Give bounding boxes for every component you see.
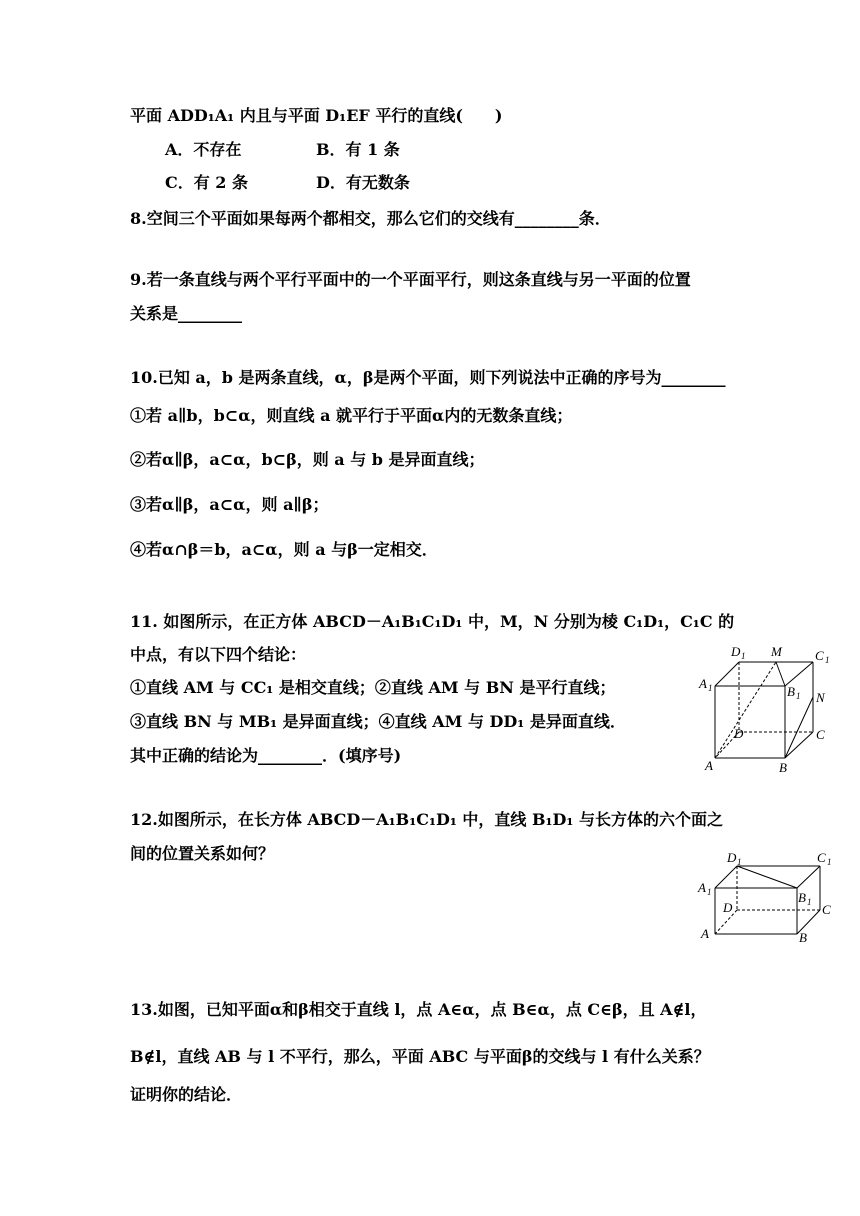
question-9-line2: 关系是________ [130,304,243,323]
box-label-b: B [799,930,807,945]
box-label-c1: C [817,850,826,865]
option-a: A．不存在 [165,140,242,159]
label-b1-sub: 1 [796,691,801,701]
question-12-line2: 间的位置关系如何？ [130,844,275,863]
box-label-a1: A [698,880,706,895]
option-b: B．有 1 条 [316,140,400,159]
question-12-line1: 12.如图所示，在长方体 ABCD－A₁B₁C₁D₁ 中，直线 B₁D₁ 与长方体的六个面之 [130,810,723,829]
question-10-item2: ②若α∥β，a⊂α，b⊂β，则 a 与 b 是异面直线； [130,450,485,469]
question-8: 8.空间三个平面如果每两个都相交，那么它们的交线有________条． [130,209,611,228]
box-label-d1-sub: 1 [737,857,742,867]
question-10-item1: ①若 a∥b，b⊂α，则直线 a 就平行于平面α内的无数条直线； [130,406,573,425]
line-planes-intro: 平面 ADD₁A₁ 内且与平面 D₁EF 平行的直线( ) [130,106,503,125]
box-label-b1: B [798,890,806,905]
label-b: B [779,760,787,775]
label-a1: A [699,676,707,691]
label-c: C [816,727,825,742]
question-13-line3: 证明你的结论． [130,1085,243,1104]
box-label-d1: D [727,850,737,865]
question-9-line1: 9.若一条直线与两个平行平面中的一个平面平行，则这条直线与另一平面的位置 [130,270,691,289]
question-11-line5: 其中正确的结论为________．(填序号) [130,746,402,765]
question-11-line2: 中点，有以下四个结论： [130,645,307,664]
label-a: A [705,758,713,773]
box-label-c: C [822,902,831,917]
box-label-a: A [701,926,709,941]
option-d: D．有无数条 [316,173,410,192]
label-d1-sub: 1 [741,651,746,661]
box-label-c1-sub: 1 [827,857,832,867]
label-m: M [771,644,782,659]
option-c: C．有 2 条 [165,173,249,192]
label-c1-sub: 1 [825,655,830,665]
cube-figure [695,640,840,780]
question-10-item3: ③若α∥β，a⊂α，则 a∥β； [130,495,329,514]
label-a1-sub: 1 [708,683,713,693]
question-11-line3: ①直线 AM 与 CC₁ 是相交直线；②直线 AM 与 BN 是平行直线； [130,678,616,697]
question-11-line4: ③直线 BN 与 MB₁ 是异面直线；④直线 AM 与 DD₁ 是异面直线． [130,712,626,731]
question-11-line1: 11. 如图所示，在正方体 ABCD－A₁B₁C₁D₁ 中，M，N 分别为棱 C₁D₁，C₁C 的 [130,612,735,631]
box-figure [695,846,840,951]
label-n: N [816,690,825,705]
box-label-d: D [723,900,733,915]
question-10: 10.已知 a，b 是两条直线，α，β是两个平面，则下列说法中正确的序号为________ [130,368,726,387]
label-d: D [734,726,744,741]
box-label-a1-sub: 1 [707,887,712,897]
label-c1: C [815,648,824,663]
label-b1: B [787,684,795,699]
label-d1: D [731,644,741,659]
question-10-item4: ④若α∩β＝b，a⊂α，则 a 与β一定相交． [130,540,438,559]
question-13-line1: 13.如图，已知平面α和β相交于直线 l，点 A∈α，点 B∈α，点 C∈β，且 A∉l， [130,1000,707,1019]
box-label-b1-sub: 1 [807,897,812,907]
question-13-line2: B∉l，直线 AB 与 l 不平行，那么，平面 ABC 与平面β的交线与 l 有什么关系？ [130,1047,710,1066]
